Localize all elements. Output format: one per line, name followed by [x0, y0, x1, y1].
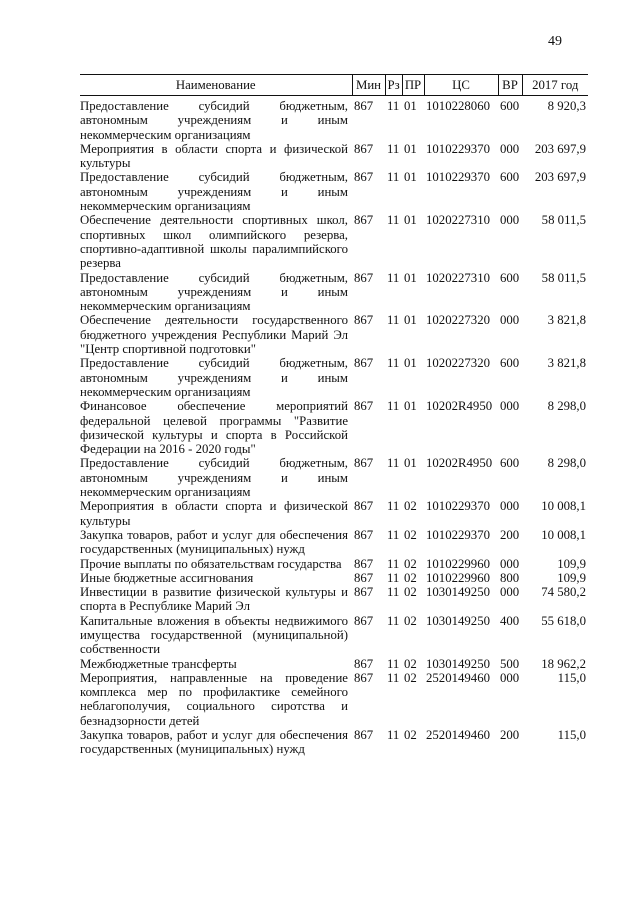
row-pr: 02 — [404, 556, 417, 571]
row-min: 867 — [354, 499, 374, 514]
table-row — [80, 499, 588, 528]
row-rz: 11 — [387, 656, 400, 671]
header-pr: ПР — [402, 75, 424, 96]
row-cs: 1010229370 — [426, 141, 490, 156]
row-vr: 000 — [500, 213, 520, 228]
row-cs: 1010229370 — [426, 499, 490, 514]
row-name: Закупка товаров, работ и услуг для обеспечения государственных (муниципальных) нужд — [80, 728, 348, 757]
row-vr: 000 — [500, 313, 520, 328]
row-pr: 01 — [404, 270, 417, 285]
row-vr: 000 — [500, 585, 520, 600]
row-pr: 02 — [404, 499, 417, 514]
table-header — [80, 75, 588, 96]
row-cs: 1010229370 — [426, 170, 490, 185]
row-cs: 2520149460 — [426, 670, 490, 685]
row-rz: 11 — [387, 670, 400, 685]
row-vr: 800 — [500, 570, 520, 585]
row-min: 867 — [354, 527, 374, 542]
table-row — [80, 456, 588, 499]
row-amount: 58 011,5 — [541, 270, 586, 285]
row-pr: 02 — [404, 656, 417, 671]
row-name: Прочие выплаты по обязательствам государства — [80, 556, 342, 571]
row-amount: 10 008,1 — [541, 527, 586, 542]
row-amount: 58 011,5 — [541, 213, 586, 228]
row-amount: 8 298,0 — [547, 456, 586, 471]
row-pr: 01 — [404, 356, 417, 371]
row-name: Предоставление субсидий бюджетным, автономным учреждениям и иным некоммерческим организациям — [80, 456, 348, 500]
row-amount: 8 920,3 — [547, 99, 586, 113]
row-amount: 203 697,9 — [534, 170, 586, 185]
row-vr: 600 — [500, 356, 520, 371]
row-min: 867 — [354, 570, 374, 585]
row-rz: 11 — [387, 270, 400, 285]
header-cs: ЦС — [424, 75, 498, 96]
row-rz: 11 — [387, 313, 400, 328]
page-number: 49 — [548, 34, 562, 49]
row-amount: 109,9 — [557, 570, 586, 585]
row-rz: 11 — [387, 99, 400, 113]
row-min: 867 — [354, 141, 374, 156]
row-min: 867 — [354, 456, 374, 471]
row-amount: 18 962,2 — [541, 656, 586, 671]
row-rz: 11 — [387, 141, 400, 156]
table-row — [80, 671, 588, 728]
table-row — [80, 96, 588, 142]
row-min: 867 — [354, 270, 374, 285]
row-min: 867 — [354, 656, 374, 671]
row-vr: 200 — [500, 728, 520, 743]
row-vr: 000 — [500, 556, 520, 571]
row-pr: 02 — [404, 613, 417, 628]
row-cs: 1010229960 — [426, 570, 490, 585]
row-vr: 400 — [500, 613, 520, 628]
row-vr: 000 — [500, 499, 520, 514]
row-rz: 11 — [387, 399, 400, 414]
row-rz: 11 — [387, 728, 400, 743]
row-cs: 1020227310 — [426, 213, 490, 228]
row-pr: 02 — [404, 670, 417, 685]
row-min: 867 — [354, 728, 374, 743]
row-pr: 01 — [404, 456, 417, 471]
row-name: Мероприятия в области спорта и физической культуры — [80, 141, 348, 171]
table-row — [80, 557, 588, 571]
row-rz: 11 — [387, 499, 400, 514]
row-amount: 115,0 — [557, 670, 586, 685]
table-row — [80, 571, 588, 585]
row-name: Предоставление субсидий бюджетным, автономным учреждениям и иным некоммерческим организациям — [80, 99, 348, 142]
row-min: 867 — [354, 356, 374, 371]
row-cs: 1020227310 — [426, 270, 490, 285]
row-pr: 01 — [404, 141, 417, 156]
row-amount: 109,9 — [557, 556, 586, 571]
row-min: 867 — [354, 670, 374, 685]
row-cs: 10202R4950 — [426, 456, 493, 471]
row-name: Предоставление субсидий бюджетным, автономным учреждениям и иным некоммерческим организациям — [80, 170, 348, 214]
table-row — [80, 142, 588, 171]
table-row — [80, 657, 588, 671]
row-name: Инвестиции в развитие физической культуры и спорта в Республике Марий Эл — [80, 585, 348, 614]
row-pr: 01 — [404, 399, 417, 414]
row-name: Закупка товаров, работ и услуг для обеспечения государственных (муниципальных) нужд — [80, 527, 348, 557]
row-amount: 55 618,0 — [541, 613, 586, 628]
table-row — [80, 728, 588, 757]
row-pr: 02 — [404, 728, 417, 743]
row-rz: 11 — [387, 613, 400, 628]
row-cs: 1030149250 — [426, 613, 490, 628]
row-name: Предоставление субсидий бюджетным, автономным учреждениям и иным некоммерческим организациям — [80, 270, 348, 314]
row-rz: 11 — [387, 570, 400, 585]
row-amount: 10 008,1 — [541, 499, 586, 514]
table-row — [80, 170, 588, 213]
row-rz: 11 — [387, 356, 400, 371]
row-vr: 600 — [500, 456, 520, 471]
row-cs: 1030149250 — [426, 585, 490, 600]
row-vr: 200 — [500, 527, 520, 542]
row-amount: 74 580,2 — [541, 585, 586, 600]
row-vr: 600 — [500, 270, 520, 285]
row-min: 867 — [354, 585, 374, 600]
row-cs: 1010228060 — [426, 99, 490, 113]
row-name: Обеспечение деятельности государственного бюджетного учреждения Республики Марий Эл "Центр спортивной подготовки" — [80, 313, 348, 357]
row-min: 867 — [354, 613, 374, 628]
row-min: 867 — [354, 313, 374, 328]
row-min: 867 — [354, 556, 374, 571]
row-rz: 11 — [387, 585, 400, 600]
row-cs: 1020227320 — [426, 313, 490, 328]
table-row — [80, 585, 588, 614]
row-rz: 11 — [387, 456, 400, 471]
row-name: Капитальные вложения в объекты недвижимого имущества государственной (муниципальной) собственности — [80, 613, 348, 657]
row-pr: 01 — [404, 213, 417, 228]
row-name: Финансовое обеспечение мероприятий федеральной целевой программы "Развитие физической культуры и спорта в Российской Федерации на 2016 - 2020 годы" — [80, 399, 348, 457]
row-name: Обеспечение деятельности спортивных школ, спортивных школ олимпийского резерва, спортивно-адаптивной школы паралимпийского резерва — [80, 213, 348, 271]
table-row — [80, 313, 588, 356]
row-pr: 02 — [404, 527, 417, 542]
header-vr: ВР — [498, 75, 522, 96]
row-pr: 01 — [404, 99, 417, 113]
row-cs: 1010229960 — [426, 556, 490, 571]
header-name: Наименование — [80, 75, 352, 96]
row-name: Иные бюджетные ассигнования — [80, 570, 254, 585]
row-vr: 000 — [500, 399, 520, 414]
row-pr: 02 — [404, 570, 417, 585]
table-body — [80, 96, 588, 757]
row-vr: 600 — [500, 99, 520, 113]
row-cs: 1010229370 — [426, 527, 490, 542]
table-row — [80, 399, 588, 456]
table-row — [80, 213, 588, 270]
row-cs: 2520149460 — [426, 728, 490, 743]
row-rz: 11 — [387, 213, 400, 228]
row-min: 867 — [354, 99, 374, 113]
row-rz: 11 — [387, 556, 400, 571]
table-row — [80, 271, 588, 314]
row-name: Межбюджетные трансферты — [80, 656, 237, 671]
row-amount: 3 821,8 — [547, 356, 586, 371]
budget-table — [80, 74, 588, 757]
row-amount: 115,0 — [557, 728, 586, 743]
row-rz: 11 — [387, 527, 400, 542]
row-min: 867 — [354, 170, 374, 185]
table-row — [80, 614, 588, 657]
row-name: Мероприятия в области спорта и физической культуры — [80, 499, 348, 528]
row-vr: 000 — [500, 141, 520, 156]
row-amount: 3 821,8 — [547, 313, 586, 328]
row-name: Предоставление субсидий бюджетным, автономным учреждениям и иным некоммерческим организациям — [80, 356, 348, 399]
row-vr: 600 — [500, 170, 520, 185]
table-row — [80, 528, 588, 557]
row-amount: 203 697,9 — [534, 141, 586, 156]
row-amount: 8 298,0 — [547, 399, 586, 414]
header-rz: Рз — [385, 75, 402, 96]
row-pr: 02 — [404, 585, 417, 600]
row-cs: 10202R4950 — [426, 399, 493, 414]
header-min: Мин — [352, 75, 385, 96]
row-min: 867 — [354, 213, 374, 228]
row-rz: 11 — [387, 170, 400, 185]
row-name: Мероприятия, направленные на проведение комплекса мер по профилактике семейного неблагополучия, социального сиротства и безнадзорности детей — [80, 670, 348, 728]
row-vr: 500 — [500, 656, 520, 671]
row-pr: 01 — [404, 170, 417, 185]
row-min: 867 — [354, 399, 374, 414]
header-amount: 2017 год — [522, 75, 588, 96]
row-pr: 01 — [404, 313, 417, 328]
row-vr: 000 — [500, 670, 520, 685]
row-cs: 1030149250 — [426, 656, 490, 671]
row-cs: 1020227320 — [426, 356, 490, 371]
table-row — [80, 356, 588, 399]
